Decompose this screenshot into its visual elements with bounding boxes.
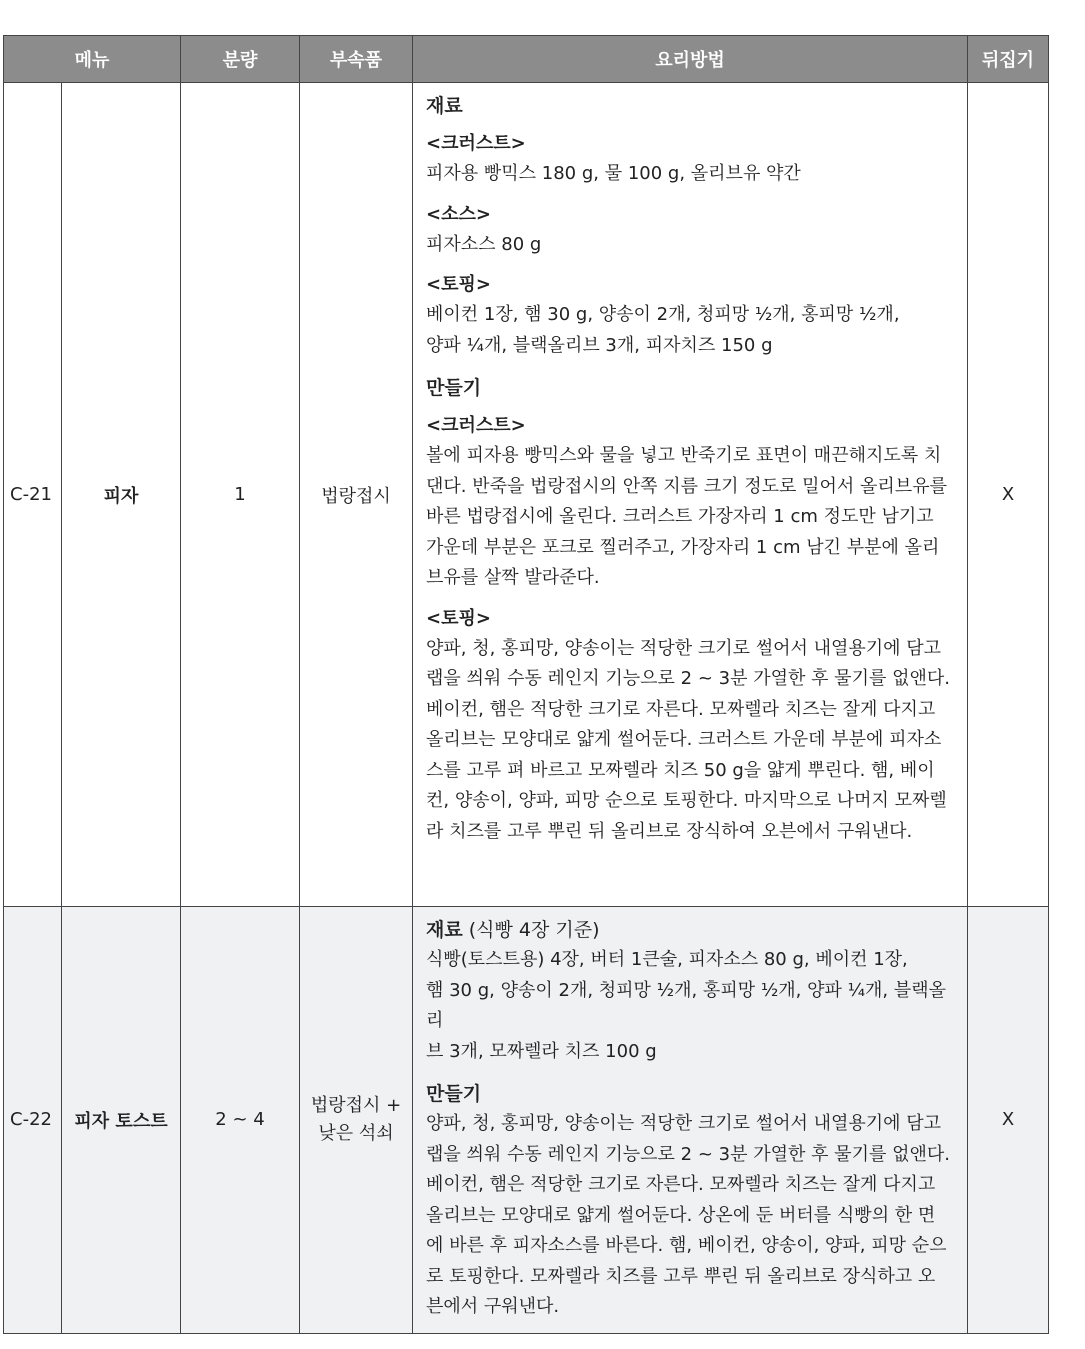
header-accessory: 부속품 — [300, 36, 413, 83]
crust-ingredients: 피자용 빵믹스 180 g, 물 100 g, 올리브유 약간 — [426, 163, 801, 184]
accessory-value: 법랑접시 + 낮은 석쇠 — [300, 907, 413, 1334]
quantity-value: 1 — [181, 83, 300, 907]
topping-title: <토핑> — [426, 274, 491, 295]
recipe-table — [3, 35, 1049, 1334]
make-crust-title: <크러스트> — [426, 415, 526, 436]
menu-code: C-22 — [4, 907, 62, 1334]
make-crust-text: 볼에 피자용 빵믹스와 물을 넣고 반죽기로 표면이 매끈해지도록 치 댄다. 반죽을 법랑접시의 안쪽 지름 크기 정도로 밀어서 올리브유를 바른 법랑접시에 올린다. 크러스트 가장자리 1 cm 정도만 남기고 가운데 부분은 포크로 찔러주고, 가장자리 1 cm 남긴 부분에 올리 브유를 살짝 발라준다. — [426, 445, 947, 588]
table-row — [4, 83, 1049, 907]
make-title: 만들기 — [426, 377, 482, 399]
make-text: 양파, 청, 홍피망, 양송이는 적당한 크기로 썰어서 내열용기에 담고 랩을 씌워 수동 레인지 기능으로 2 ~ 3분 가열한 후 물기를 없앤다. 베이컨, 햄은 적당한 크기로 자른다. 모짜렐라 치즈는 잘게 다지고 올리브는 모양대로 얇게 썰어둔다. 상온에 둔 버터를 식빵의 한 면 에 바른 후 피자소스를 바른다. 햄, 베이컨, 양송이, 양파, 피망 순으 로 토핑한다. 모짜렐라 치즈를 고루 뿌린 뒤 올리브로 장식하고 오 븐에서 구워낸다. — [426, 1113, 950, 1317]
make-topping-title: <토핑> — [426, 607, 491, 629]
ingredients-note: (식빵 4장 기준) — [462, 919, 600, 941]
menu-code: C-21 — [4, 83, 62, 907]
crust-title: <크러스트> — [426, 133, 526, 154]
sauce-ingredients: 피자소스 80 g — [426, 233, 542, 255]
header-method: 요리방법 — [413, 36, 968, 83]
accessory-value: 법랑접시 — [300, 83, 413, 907]
ingredients-text: 식빵(토스트용) 4장, 버터 1큰술, 피자소스 80 g, 베이컨 1장, 햄 30 g, 양송이 2개, 청피망 ½개, 홍피망 ½개, 양파 ¼개, 블랙올리 브 3개, 모짜렐라 치즈 100 g — [426, 949, 947, 1062]
method-cell — [413, 907, 968, 1334]
header-flip: 뒤집기 — [968, 36, 1049, 83]
header-menu: 메뉴 — [4, 36, 181, 83]
table-row — [4, 907, 1049, 1334]
table-header-row — [4, 36, 1049, 83]
ingredients-title: 재료 — [426, 95, 463, 117]
quantity-value: 2 ~ 4 — [181, 907, 300, 1334]
flip-value: X — [968, 83, 1049, 907]
menu-name: 피자 토스트 — [62, 907, 181, 1334]
topping-ingredients: 베이컨 1장, 햄 30 g, 양송이 2개, 청피망 ½개, 홍피망 ½개, 양파 ¼개, 블랙올리브 3개, 피자치즈 150 g — [426, 304, 900, 356]
make-title: 만들기 — [426, 1083, 482, 1105]
ingredients-title: 재료 — [426, 919, 463, 941]
make-topping-text: 양파, 청, 홍피망, 양송이는 적당한 크기로 썰어서 내열용기에 담고 랩을 씌워 수동 레인지 기능으로 2 ~ 3분 가열한 후 물기를 없앤다. 베이컨, 햄은 적당한 크기로 자른다. 모짜렐라 치즈는 잘게 다지고 올리브는 모양대로 얇게 썰어둔다. 크러스트 가운데 부분에 피자소 스를 고루 펴 바르고 모짜렐라 치즈 50 g을 얇게 뿌린다. 햄, 베이 컨, 양송이, 양파, 피망 순으로 토핑한다. 마지막으로 나머지 모짜렐 라 치즈를 고루 뿌린 뒤 올리브로 장식하여 오븐에서 구워낸다. — [426, 637, 950, 842]
flip-value: X — [968, 907, 1049, 1334]
ingredients-heading — [426, 915, 957, 945]
header-quantity: 분량 — [181, 36, 300, 83]
method-cell — [413, 83, 968, 907]
menu-name: 피자 — [62, 83, 181, 907]
sauce-title: <소스> — [426, 203, 491, 225]
